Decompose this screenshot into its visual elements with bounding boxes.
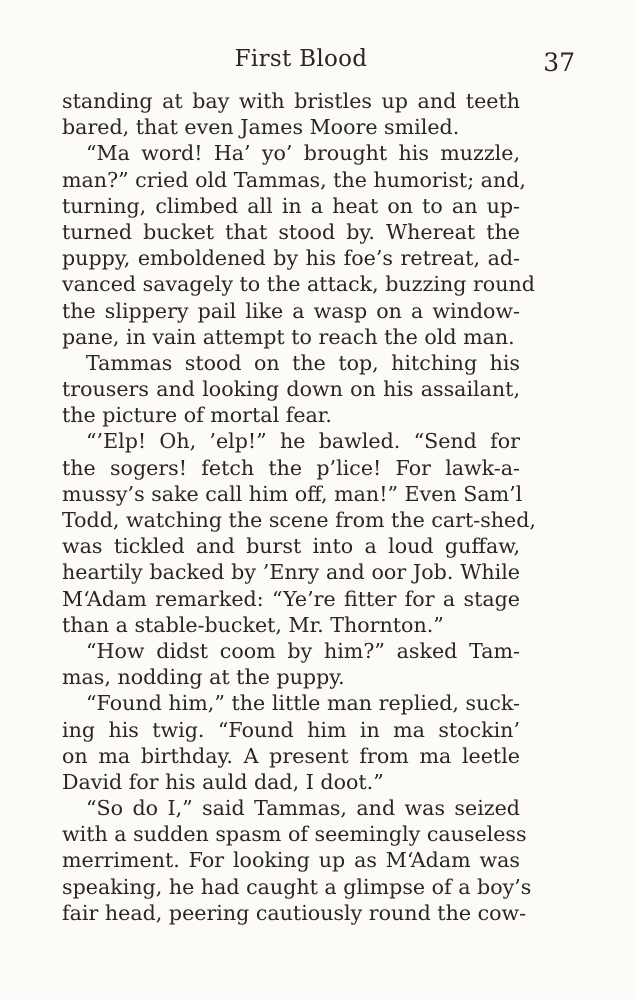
text-line: turning, climbed all in a heat on to an up-	[62, 193, 520, 218]
text-line: “Ma word! Ha’ yo’ brought his muzzle,	[86, 141, 520, 166]
text-line: than a stable-bucket, Mr. Thornton.”	[62, 612, 444, 637]
text-line: pane, in vain attempt to reach the old man.	[62, 324, 515, 349]
text-line: ing his twig. “Found him in ma stockin’	[62, 717, 520, 742]
text-line: vanced savagely to the attack, buzzing round	[62, 272, 535, 297]
text-line: the sogers! fetch the p’lice! For lawk-a-	[62, 455, 520, 480]
text-line: with a sudden spasm of seemingly causeless	[62, 822, 527, 847]
chapter-title: First Blood	[234, 46, 368, 72]
page-number: 37	[543, 48, 575, 77]
text-line: Tammas stood on the top, hitching his	[86, 350, 520, 375]
body-text	[62, 88, 536, 926]
text-line: trousers and looking down on his assailant,	[62, 377, 520, 402]
text-line: speaking, he had caught a glimpse of a boy’s	[62, 874, 532, 899]
running-header	[0, 44, 635, 80]
text-line: standing at bay with bristles up and teeth	[62, 89, 520, 113]
text-line: heartily backed by ’Enry and oor Job. While	[62, 560, 520, 585]
text-line: “So do I,” said Tammas, and was seized	[86, 796, 520, 821]
text-line: turned bucket that stood by. Whereat the	[62, 219, 520, 244]
text-line: “Found him,” the little man replied, suck-	[86, 691, 520, 716]
text-line: David for his auld dad, I doot.”	[62, 769, 384, 794]
text-line: “How didst coom by him?” asked Tam-	[86, 638, 520, 663]
text-line: M‘Adam remarked: “Ye’re fitter for a stage	[62, 586, 520, 611]
text-line: the picture of mortal fear.	[62, 403, 332, 428]
text-line: the slippery pail like a wasp on a window-	[62, 298, 520, 323]
text-line: merriment. For looking up as M‘Adam was	[62, 848, 520, 873]
text-line: mussy’s sake call him off, man!” Even Sam’l	[62, 481, 523, 506]
text-line: man?” cried old Tammas, the humorist; and,	[62, 167, 526, 192]
text-line: on ma birthday. A present from ma leetle	[62, 743, 520, 768]
text-line: bared, that even James Moore smiled.	[62, 115, 460, 140]
text-line: puppy, emboldened by his foe’s retreat, ad-	[62, 246, 520, 271]
text-line: was tickled and burst into a loud guffaw,	[62, 534, 520, 559]
text-line: “’Elp! Oh, ’elp!” he bawled. “Send for	[86, 429, 520, 454]
text-line: fair head, peering cautiously round the cow-	[62, 900, 527, 925]
text-line: mas, nodding at the puppy.	[62, 665, 345, 690]
text-line: Todd, watching the scene from the cart-shed,	[62, 508, 536, 532]
